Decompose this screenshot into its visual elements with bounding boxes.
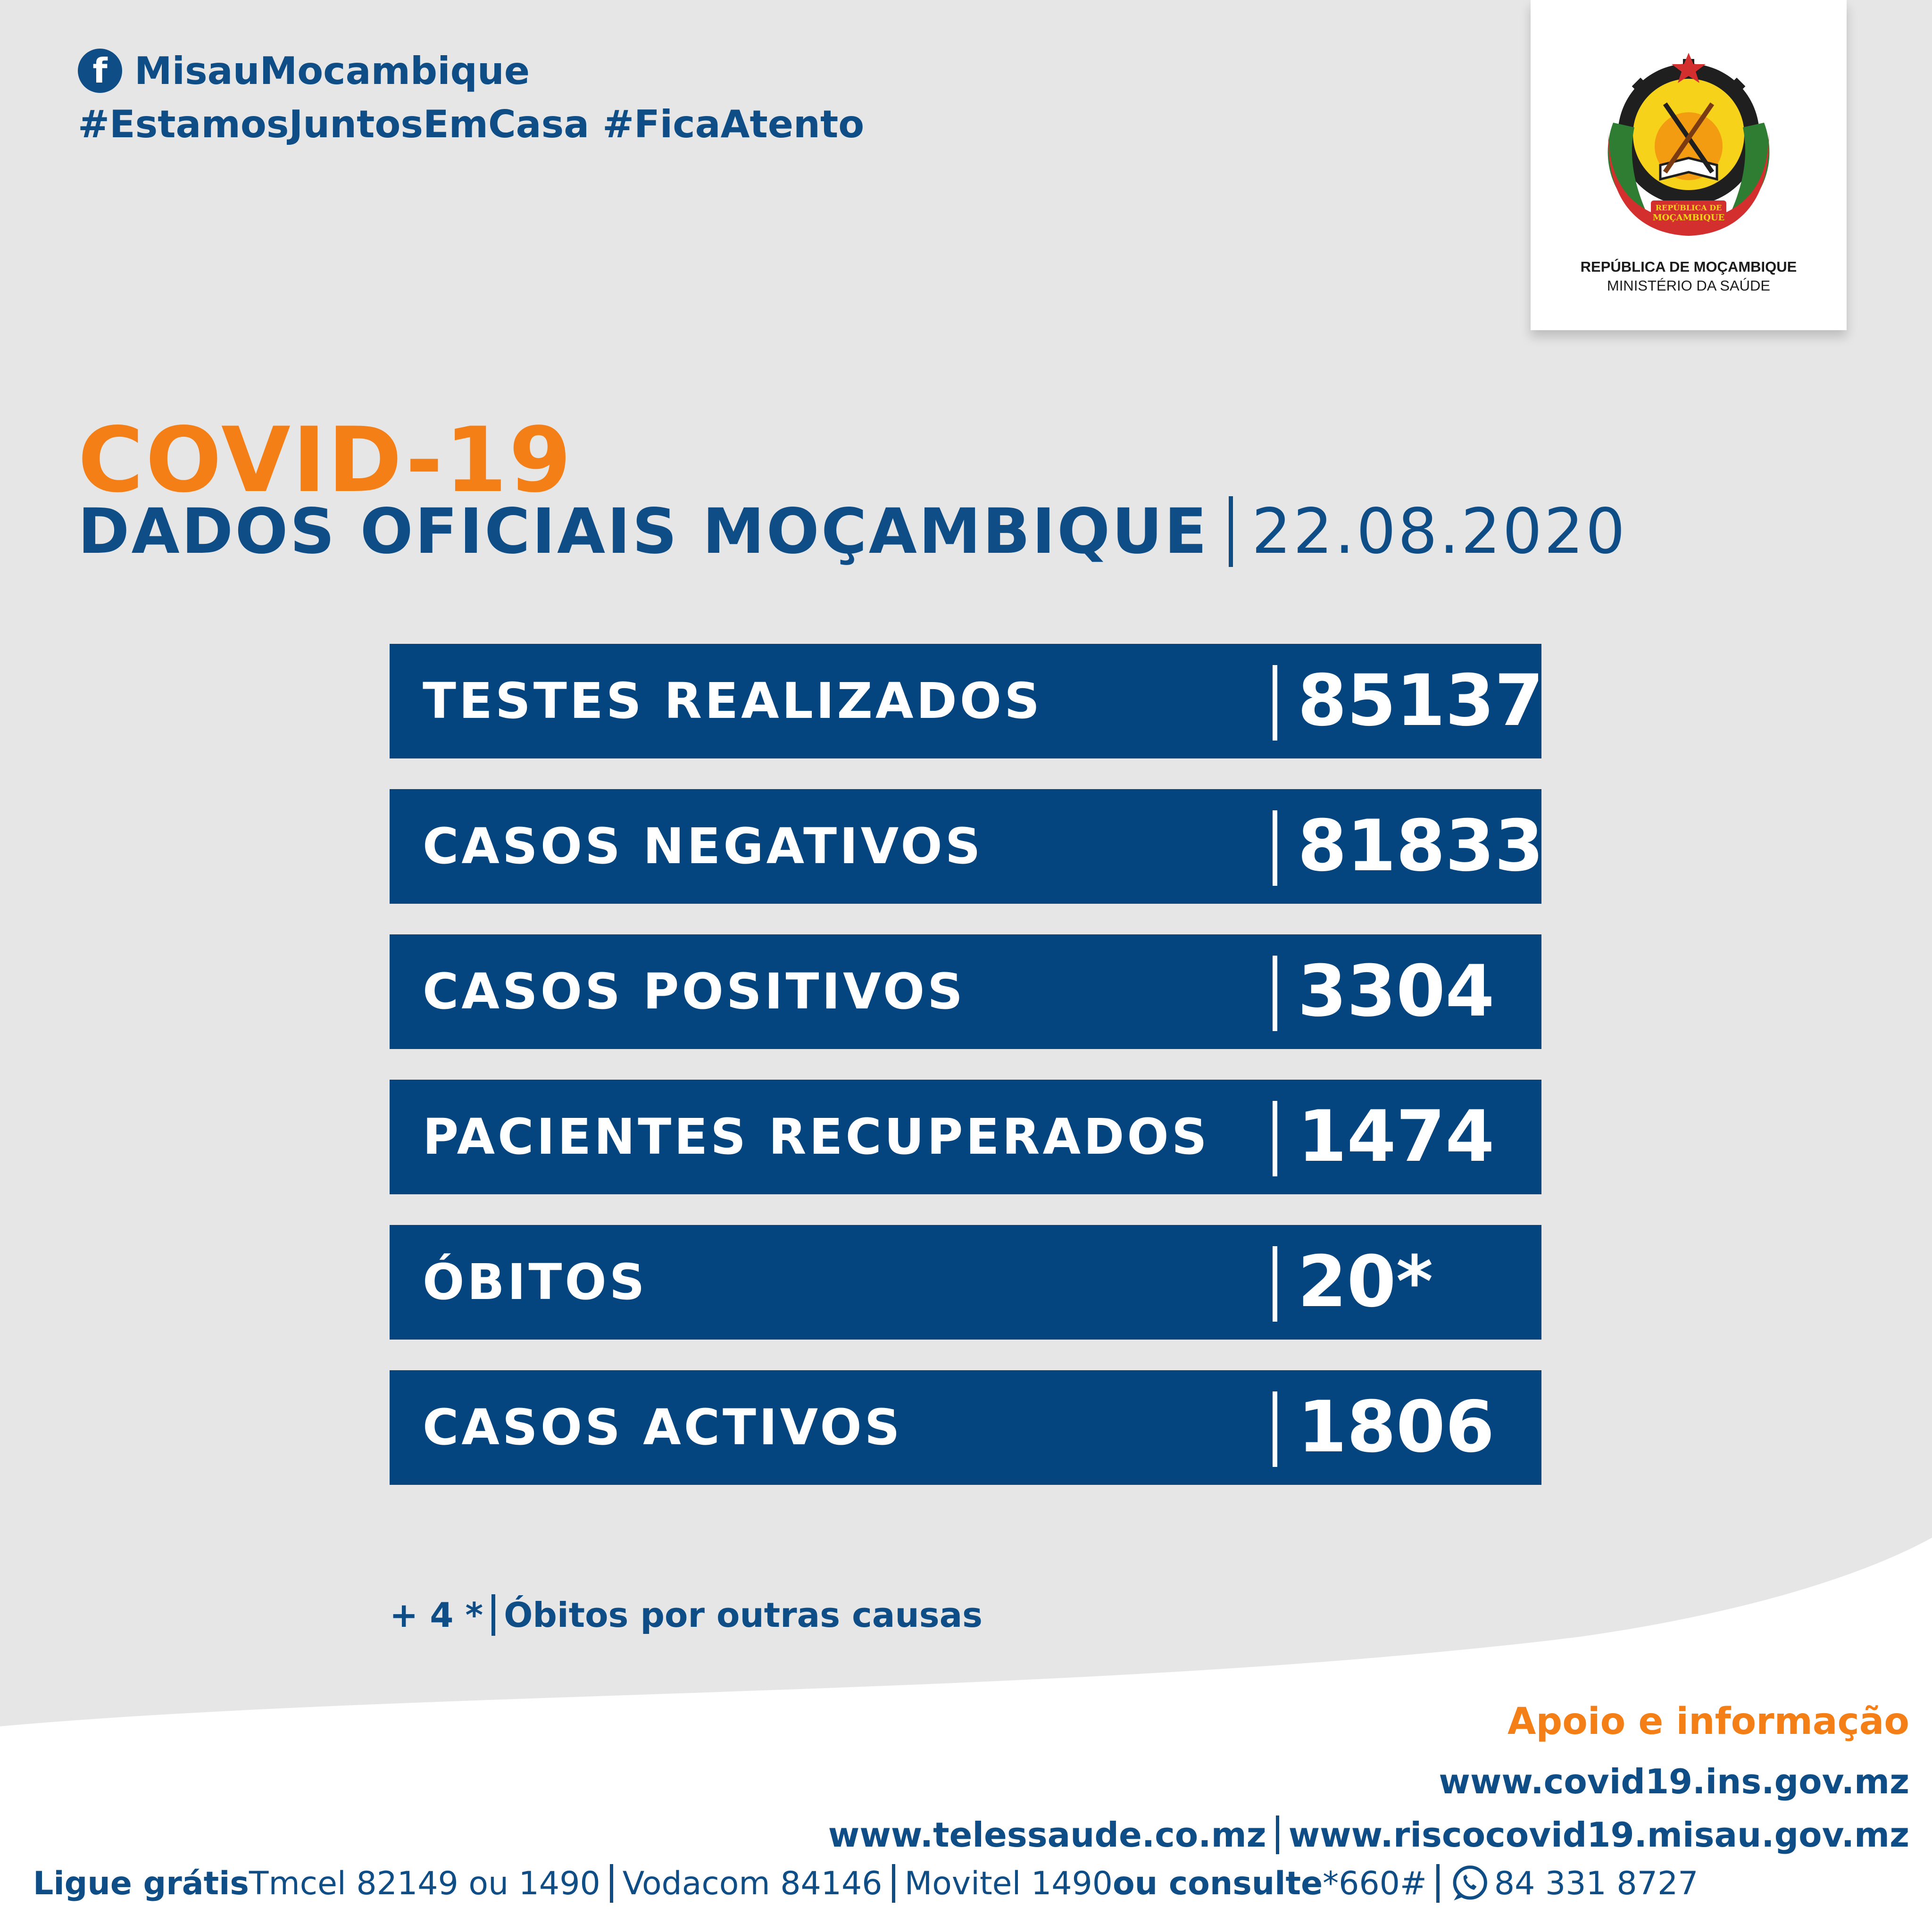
movitel-number: Movitel 1490	[904, 1865, 1113, 1902]
stat-label: CASOS NEGATIVOS	[423, 817, 983, 875]
contact-line	[33, 1863, 1698, 1904]
stat-value: 20*	[1298, 1241, 1433, 1323]
stat-row-activos	[390, 1370, 1541, 1485]
footnote	[390, 1594, 983, 1636]
stat-value: 1806	[1298, 1386, 1495, 1468]
hashtags: #EstamosJuntosEmCasa #FicaAtento	[78, 102, 865, 146]
vodacom-number: Vodacom 84146	[622, 1865, 883, 1902]
stat-value: 85137	[1298, 660, 1544, 742]
stat-row-recuperados	[390, 1080, 1541, 1194]
stat-label: PACIENTES RECUPERADOS	[423, 1108, 1210, 1166]
svg-text:MOÇAMBIQUE: MOÇAMBIQUE	[1652, 213, 1725, 223]
stat-row-positivos	[390, 934, 1541, 1049]
page-subtitle	[78, 495, 1627, 568]
stat-divider	[1273, 1101, 1277, 1176]
stat-row-testes	[390, 644, 1544, 758]
stat-value: 1474	[1298, 1096, 1495, 1178]
tmcel-number: Tmcel 82149 ou 1490	[249, 1865, 600, 1902]
stat-row-negativos	[390, 789, 1544, 904]
stat-label: ÓBITOS	[423, 1253, 648, 1311]
contact-divider	[1436, 1864, 1440, 1903]
whatsapp-icon	[1449, 1863, 1490, 1904]
footnote-divider	[491, 1594, 495, 1636]
stat-row-obitos	[390, 1225, 1541, 1340]
facebook-icon[interactable]: f	[78, 49, 122, 93]
ministerio-label: MINISTÉRIO DA SAÚDE	[1607, 277, 1771, 294]
stat-label: CASOS ACTIVOS	[423, 1399, 903, 1456]
link-telessaude[interactable]: www.telessaude.co.mz	[828, 1815, 1266, 1855]
page-title: COVID-19	[78, 408, 574, 512]
stat-divider	[1273, 956, 1277, 1031]
stat-label: CASOS POSITIVOS	[423, 963, 966, 1020]
emblem-card	[1531, 0, 1847, 330]
stat-label: TESTES REALIZADOS	[423, 672, 1043, 730]
footnote-text: Óbitos por outras causas	[504, 1595, 983, 1635]
ou-consulte-label: ou consulte	[1113, 1865, 1323, 1902]
ussd-code: *660#	[1323, 1865, 1427, 1902]
whatsapp-number: 84 331 8727	[1494, 1865, 1699, 1902]
stat-divider	[1273, 1246, 1277, 1322]
links-divider	[1276, 1815, 1279, 1854]
contact-divider	[610, 1864, 613, 1903]
coat-of-arms-emblem	[1594, 52, 1783, 241]
stat-divider	[1273, 665, 1277, 741]
stat-divider	[1273, 1391, 1277, 1467]
stat-value: 81833	[1298, 805, 1544, 887]
footnote-count: + 4 *	[390, 1595, 483, 1635]
footer-links-row	[828, 1815, 1909, 1855]
ligue-gratis-label: Ligue grátis	[33, 1865, 249, 1902]
stat-value: 3304	[1298, 950, 1495, 1033]
link-riscocovid19[interactable]: www.riscocovid19.misau.gov.mz	[1288, 1815, 1909, 1855]
subtitle-divider	[1229, 496, 1233, 567]
facebook-handle[interactable]: MisauMocambique	[134, 49, 530, 93]
contact-divider	[892, 1864, 895, 1903]
svg-text:REPÚBLICA DE: REPÚBLICA DE	[1655, 203, 1722, 212]
link-covid19-ins[interactable]: www.covid19.ins.gov.mz	[1439, 1762, 1909, 1801]
republica-label: REPÚBLICA DE MOÇAMBIQUE	[1580, 258, 1797, 275]
support-heading: Apoio e informação	[1507, 1700, 1909, 1743]
stat-divider	[1273, 810, 1277, 886]
social-block	[78, 45, 864, 146]
subtitle-text: DADOS OFICIAIS MOÇAMBIQUE	[78, 495, 1209, 568]
report-date: 22.08.2020	[1251, 495, 1627, 568]
